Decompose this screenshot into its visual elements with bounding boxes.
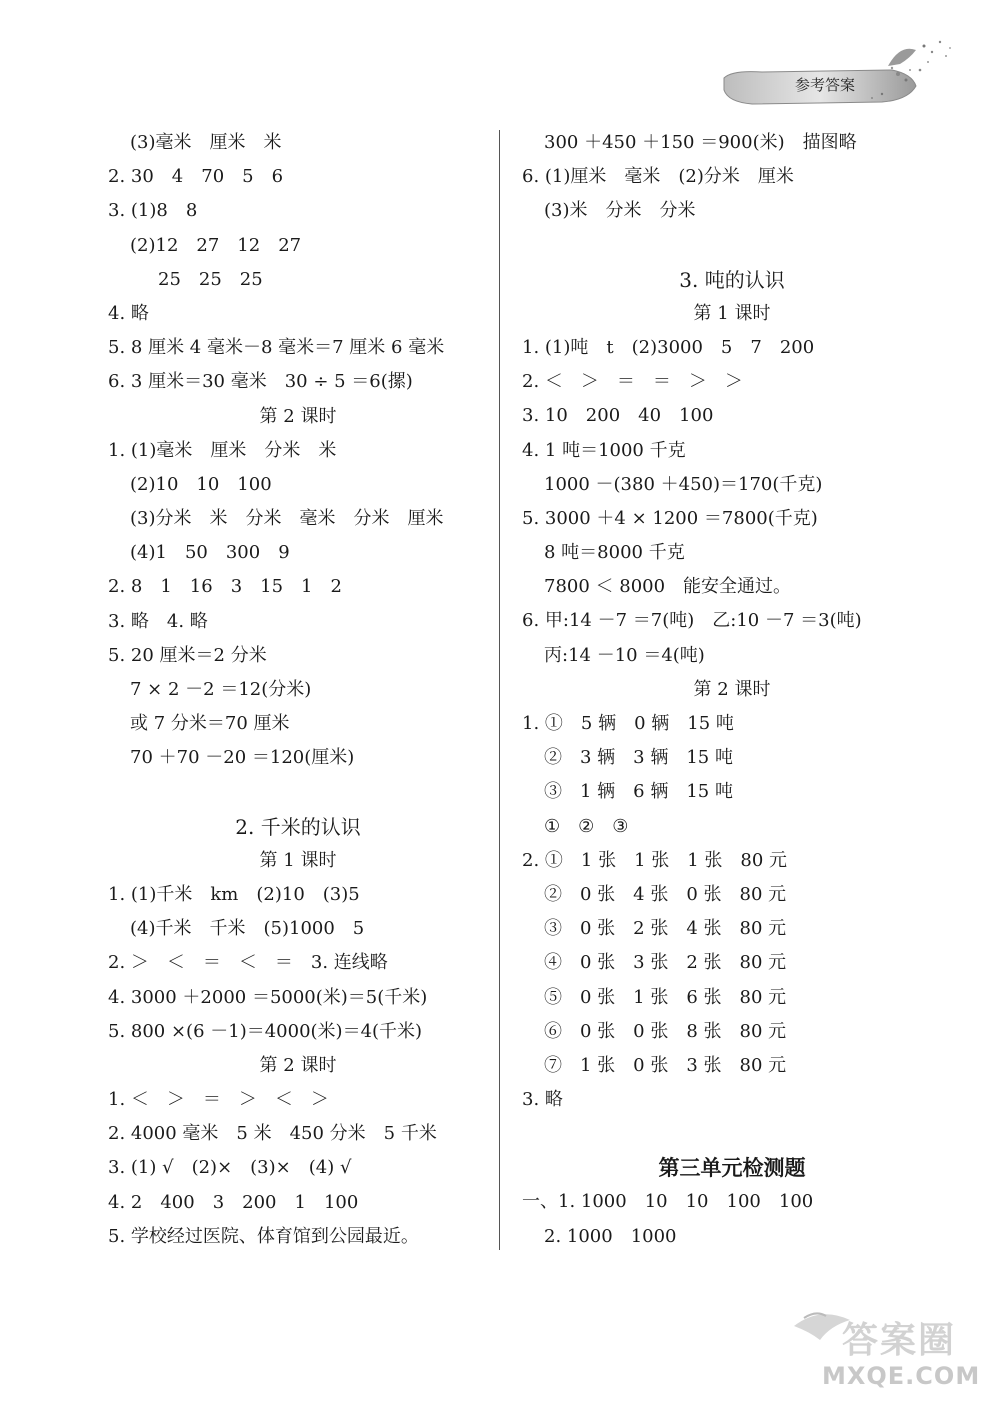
answer-line: 3. 10 200 40 100 — [522, 405, 714, 427]
answer-line: (3)分米 米 分米 毫米 分米 厘米 — [130, 508, 444, 530]
answer-line: 8 吨＝8000 千克 — [544, 542, 685, 564]
answer-line: 3. (1) √ (2)× (3)× (4) √ — [108, 1157, 352, 1179]
unit-test-title: 第三单元检测题 — [658, 1156, 806, 1181]
answer-line: 3. 略 — [522, 1089, 563, 1111]
answer-line: 6. 甲:14 －7 ＝7(吨) 乙:10 －7 ＝3(吨) — [522, 610, 862, 632]
header-ornament — [880, 34, 960, 78]
answer-line: 6. 3 厘米＝30 毫米 30 ÷ 5 ＝6(摞) — [108, 371, 413, 393]
answer-line: ⑥ 0 张 0 张 8 张 80 元 — [544, 1020, 787, 1042]
answer-line: 4. 略 — [108, 302, 149, 324]
answer-line: 5. 20 厘米＝2 分米 — [108, 644, 267, 666]
answer-line: ② 0 张 4 张 0 张 80 元 — [544, 883, 787, 905]
answer-line: ④ 0 张 3 张 2 张 80 元 — [544, 952, 787, 974]
spacer — [108, 776, 488, 810]
answer-line: (2)10 10 100 — [130, 473, 272, 495]
lesson-title: 第 2 课时 — [259, 405, 337, 427]
answer-line: 3. 略 4. 略 — [108, 610, 208, 632]
answer-line: (3)米 分米 分米 — [544, 200, 696, 222]
answer-line: 2. ① 1 张 1 张 1 张 80 元 — [522, 849, 788, 871]
answer-line: 25 25 25 — [158, 268, 263, 290]
answer-line: 70 ＋70 －20 ＝120(厘米) — [130, 747, 355, 769]
answer-line: 1. (1)毫米 厘米 分米 米 — [108, 439, 337, 461]
answer-line: 6. (1)厘米 毫米 (2)分米 厘米 — [522, 166, 794, 188]
header-label: 参考答案 — [794, 76, 855, 94]
answer-line: 2. 1000 1000 — [544, 1225, 677, 1247]
answer-line: ⑤ 0 张 1 张 6 张 80 元 — [544, 986, 787, 1008]
answer-line: 4. 2 400 3 200 1 100 — [108, 1191, 359, 1213]
answer-line: 1000 －(380 ＋450)＝170(千克) — [544, 473, 823, 495]
answer-line: 或 7 分米＝70 厘米 — [130, 713, 290, 735]
answer-line: 1. ① 5 辆 0 辆 15 吨 — [522, 713, 734, 734]
answer-line: (3)毫米 厘米 米 — [130, 132, 282, 153]
spacer — [522, 229, 942, 263]
answer-line: 丙:14 －10 ＝4(吨) — [544, 644, 705, 666]
answer-line: 一、1. 1000 10 10 100 100 — [522, 1191, 814, 1213]
answer-line: 2. 8 1 16 3 15 1 2 — [108, 576, 342, 598]
answer-line: ② 3 辆 3 辆 15 吨 — [544, 747, 733, 769]
answer-line: ① ② ③ — [544, 815, 629, 837]
answer-line: 7800 ＜ 8000 能安全通过。 — [544, 576, 792, 598]
answer-line: 5. 3000 ＋4 × 1200 ＝7800(千克) — [522, 507, 818, 529]
answer-line: 2. 4000 毫米 5 米 450 分米 5 千米 — [108, 1123, 437, 1145]
left-column — [108, 126, 488, 1254]
lesson-title: 第 2 课时 — [693, 678, 771, 700]
answer-line: 300 ＋450 ＋150 ＝900(米) 描图略 — [544, 132, 857, 153]
answer-line: 1. (1)千米 km (2)10 (3)5 — [108, 883, 360, 905]
section-title: 2. 千米的认识 — [235, 814, 361, 839]
column-divider — [499, 130, 500, 1250]
answer-line: ③ 1 辆 6 辆 15 吨 — [544, 781, 733, 803]
spacer — [522, 1117, 942, 1151]
lesson-title: 第 1 课时 — [693, 302, 771, 324]
answer-line: 4. 1 吨＝1000 千克 — [522, 439, 686, 461]
answer-line: ③ 0 张 2 张 4 张 80 元 — [544, 918, 787, 940]
lesson-title: 第 1 课时 — [259, 849, 337, 871]
watermark-text: MXQE.COM — [822, 1362, 981, 1390]
answer-line: (4)千米 千米 (5)1000 5 — [130, 918, 365, 940]
answer-line: 2. ＜ ＞ ＝ ＝ ＞ ＞ — [522, 371, 743, 393]
answer-line: (4)1 50 300 9 — [130, 542, 290, 564]
right-column — [522, 126, 942, 1254]
answer-line: ⑦ 1 张 0 张 3 张 80 元 — [544, 1054, 787, 1076]
answer-line: 1. (1)吨 t (2)3000 5 7 200 — [522, 336, 815, 358]
answer-line: 5. 8 厘米 4 毫米－8 毫米＝7 厘米 6 毫米 — [108, 337, 445, 359]
lesson-title: 第 2 课时 — [259, 1054, 337, 1076]
answer-line: 2. ＞ ＜ ＝ ＜ ＝ 3. 连线略 — [108, 952, 388, 974]
watermark-logo-text: 答案圈 — [842, 1320, 957, 1361]
answer-line: 7 × 2 －2 ＝12(分米) — [130, 679, 312, 700]
answer-line: 5. 800 ×(6 －1)＝4000(米)＝4(千米) — [108, 1020, 423, 1042]
answer-line: 1. ＜ ＞ ＝ ＞ ＜ ＞ — [108, 1089, 329, 1111]
answer-line: 3. (1)8 8 — [108, 200, 198, 222]
answer-line: 4. 3000 ＋2000 ＝5000(米)＝5(千米) — [108, 986, 428, 1008]
answer-line: 5. 学校经过医院、体育馆到公园最近。 — [108, 1225, 419, 1247]
section-title: 3. 吨的认识 — [679, 267, 785, 292]
answer-line: (2)12 27 12 27 — [130, 234, 302, 256]
answer-line: 2. 30 4 70 5 6 — [108, 166, 284, 188]
